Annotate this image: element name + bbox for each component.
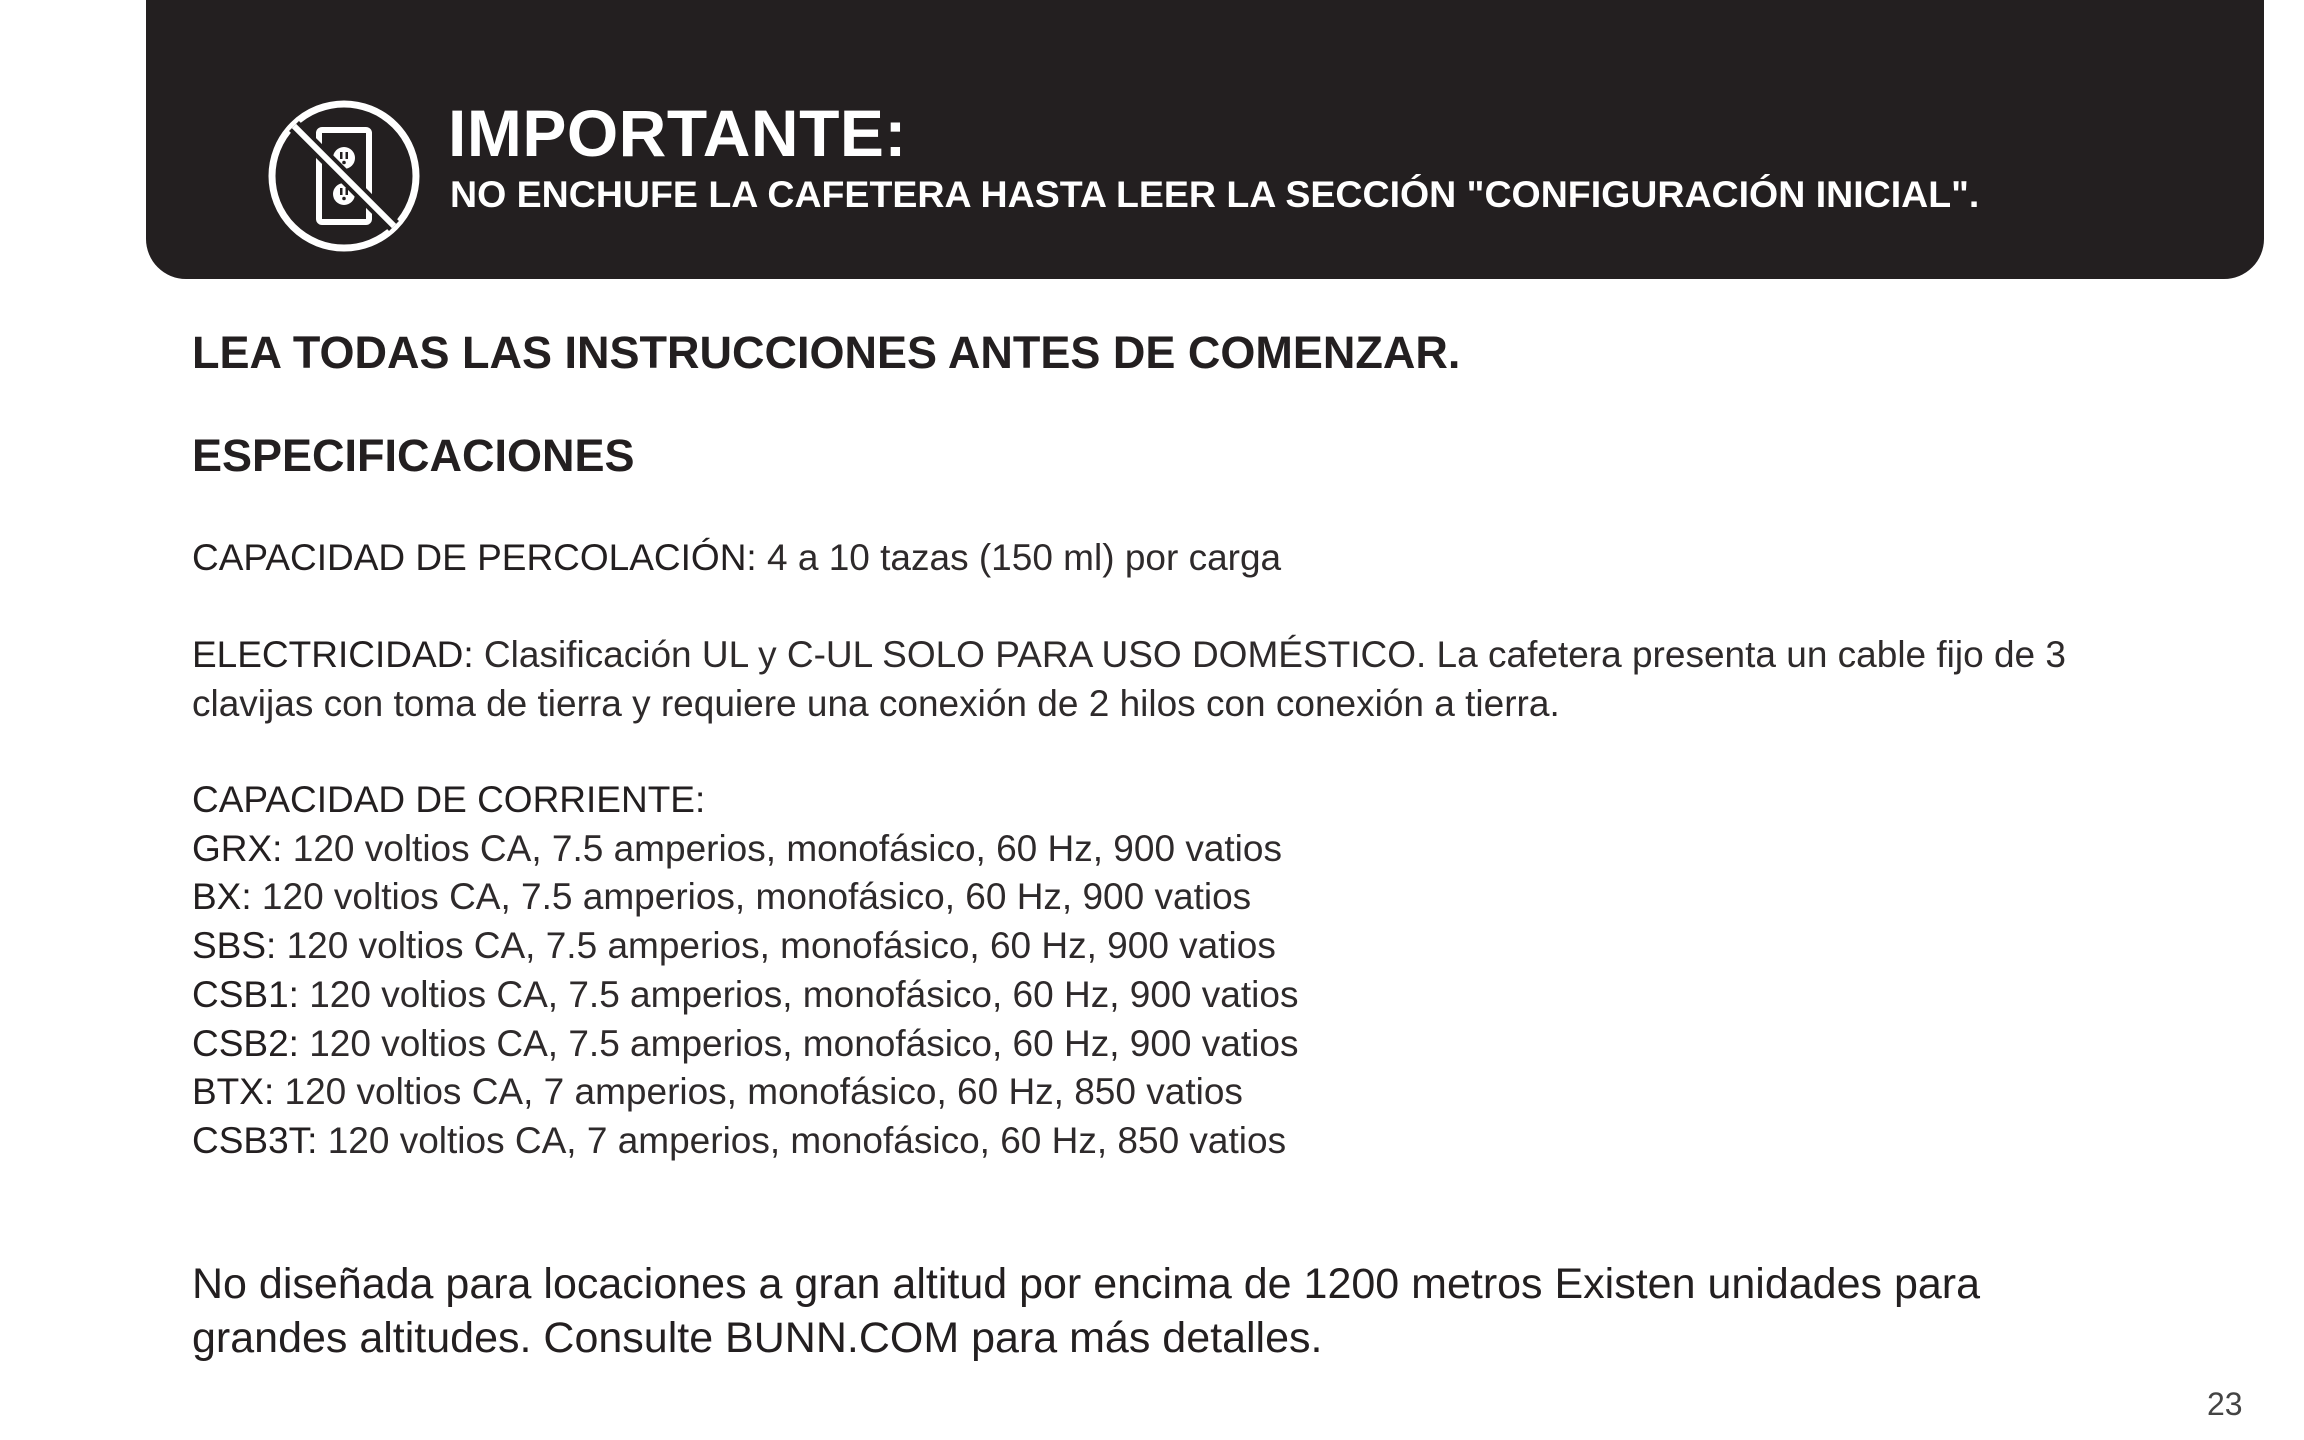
model-name: GRX: bbox=[192, 827, 283, 869]
model-rating: 120 voltios CA, 7.5 amperios, monofásico, 60 Hz, 900 vatios bbox=[298, 973, 1299, 1015]
model-rating: 120 voltios CA, 7.5 amperios, monofásico, 60 Hz, 900 vatios bbox=[282, 827, 1282, 869]
important-banner bbox=[146, 0, 2264, 279]
electrical-label: ELECTRICIDAD: bbox=[192, 634, 474, 675]
brew-capacity-value: 4 a 10 tazas (150 ml) por carga bbox=[756, 537, 1282, 578]
model-rating: 120 voltios CA, 7.5 amperios, monofásico, 60 Hz, 900 vatios bbox=[276, 925, 1276, 967]
current-row-btx bbox=[192, 1068, 1298, 1117]
current-row-sbs bbox=[192, 922, 1298, 971]
altitude-note: No diseñada para locaciones a gran altitud por encima de 1200 metros Existen unidades para grandes altitudes. Consulte BUNN.COM para más detalles. bbox=[192, 1260, 1981, 1362]
model-name: CSB3T: bbox=[192, 1119, 318, 1161]
current-row-csb2 bbox=[192, 1020, 1298, 1069]
banner-title: IMPORTANTE: bbox=[448, 96, 907, 170]
specifications-heading: ESPECIFICACIONES bbox=[192, 430, 635, 481]
current-row-grx bbox=[192, 825, 1298, 874]
model-name: SBS: bbox=[192, 925, 277, 967]
current-rating-label: CAPACIDAD DE CORRIENTE: bbox=[192, 779, 706, 820]
read-instructions-heading: LEA TODAS LAS INSTRUCCIONES ANTES DE COMENZAR. bbox=[192, 327, 1461, 378]
model-name: BX: bbox=[192, 876, 252, 918]
brew-capacity-label: CAPACIDAD DE PERCOLACIÓN: bbox=[192, 537, 757, 578]
page-number: 23 bbox=[2207, 1386, 2243, 1422]
current-row-csb3t bbox=[192, 1117, 1298, 1166]
electrical-spec bbox=[192, 630, 2112, 728]
model-rating: 120 voltios CA, 7 amperios, monofásico, 60 Hz, 850 vatios bbox=[274, 1071, 1243, 1113]
model-rating: 120 voltios CA, 7.5 amperios, monofásico, 60 Hz, 900 vatios bbox=[251, 876, 1252, 918]
current-row-bx bbox=[192, 873, 1298, 922]
model-name: CSB1: bbox=[192, 973, 299, 1015]
model-name: CSB2: bbox=[192, 1022, 299, 1064]
electrical-value: Clasificación UL y C-UL SOLO PARA USO DOMÉSTICO. La cafetera presenta un cable fijo de 3 clavijas con toma de tierra y requiere una conexión de 2 hilos con conexión a tierra. bbox=[192, 634, 2066, 724]
brew-capacity-spec bbox=[192, 533, 1281, 582]
current-row-csb1 bbox=[192, 971, 1298, 1020]
model-rating: 120 voltios CA, 7.5 amperios, monofásico, 60 Hz, 900 vatios bbox=[298, 1022, 1299, 1064]
no-plug-outlet-icon bbox=[264, 96, 424, 256]
banner-subtitle: NO ENCHUFE LA CAFETERA HASTA LEER LA SECCIÓN "CONFIGURACIÓN INICIAL". bbox=[450, 173, 1980, 215]
model-rating: 120 voltios CA, 7 amperios, monofásico, 60 Hz, 850 vatios bbox=[317, 1119, 1287, 1161]
current-rating-block bbox=[192, 776, 1298, 1166]
model-name: BTX: bbox=[192, 1071, 275, 1113]
